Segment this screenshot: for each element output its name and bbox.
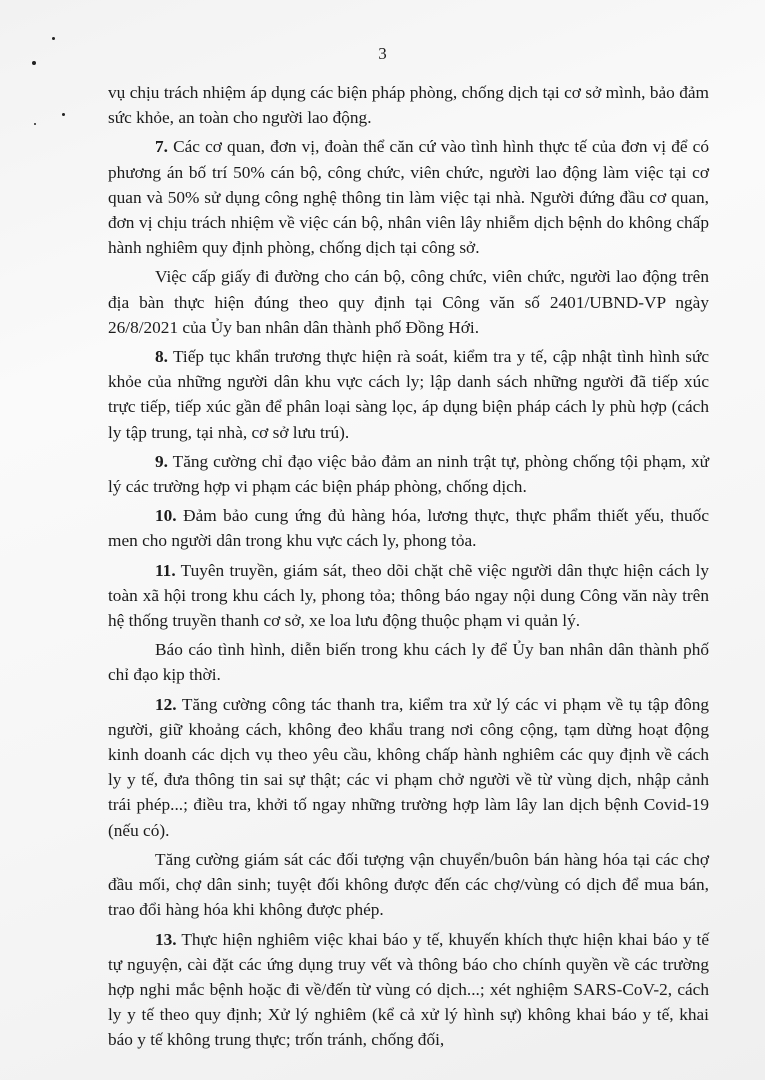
document-body (108, 80, 709, 1057)
paragraph: Báo cáo tình hình, diễn biến trong khu cách ly để Ủy ban nhân dân thành phố chỉ đạo kịp thời. (108, 640, 709, 685)
paragraph-item-12: 12. Tăng cường công tác thanh tra, kiểm tra xử lý các vi phạm về tụ tập đông người, giữ khoảng cách, không đeo khẩu trang nơi công cộng, tạm dừng hoạt động kinh doanh các dịch vụ theo yêu cầu, không chấp hành nghiêm các quy định về cách ly y tế, đưa thông tin sai sự thật; các vi phạm chở người về từ vùng dịch, nhập cảnh trái phép...; điều tra, khởi tố ngay những trường hợp làm lây lan dịch bệnh Covid-19 (nếu có). (108, 694, 709, 840)
paragraph-item-7: 7. Các cơ quan, đơn vị, đoàn thể căn cứ vào tình hình thực tế của đơn vị để có phương án bố trí 50% cán bộ, công chức, viên chức, người lao động làm việc tại cơ quan và 50% sử dụng công nghệ thông tin làm việc tại nhà. Người đứng đầu cơ quan, đơn vị chịu trách nhiệm về việc cán bộ, nhân viên lây nhiễm dịch bệnh do không chấp hành nghiêm quy định phòng, chống dịch tại công sở. (108, 137, 709, 258)
scan-speck (34, 123, 36, 125)
paragraph-item-13: 13. Thực hiện nghiêm việc khai báo y tế, khuyến khích thực hiện khai báo y tế tự nguyện, cài đặt các ứng dụng truy vết và thông báo cho chính quyền về các trường hợp nghi mắc bệnh hoặc đi về/đến từ vùng có dịch...; xét nghiệm SARS-CoV-2, cách ly y tế theo quy định; Xử lý nghiêm (kể cả xử lý hình sự) không khai báo y tế, khai báo y tế không trung thực; trốn tránh, chống đối, (108, 929, 709, 1050)
paragraph: Tăng cường giám sát các đối tượng vận chuyển/buôn bán hàng hóa tại các chợ đầu mối, chợ dân sinh; tuyệt đối không được đến các chợ/vùng có dịch để mua bán, trao đổi hàng hóa khi không được phép. (108, 849, 709, 920)
page-number: 3 (378, 44, 387, 63)
item-number: 11. (155, 560, 176, 580)
scan-speck (52, 37, 55, 40)
paragraph-item-11: 11. Tuyên truyền, giám sát, theo dõi chặt chẽ việc người dân thực hiện cách ly toàn xã hội trong khu cách ly, phong tỏa; thông báo ngay nội dung Công văn này trên hệ thống truyền thanh cơ sở, xe loa lưu động thuộc phạm vi quản lý. (108, 560, 709, 631)
item-number: 13. (155, 929, 177, 949)
item-number: 12. (155, 694, 177, 714)
paragraph-item-9: 9. Tăng cường chỉ đạo việc bảo đảm an ninh trật tự, phòng chống tội phạm, xử lý các trường hợp vi phạm các biện pháp phòng, chống dịch. (108, 451, 709, 497)
scan-speck (62, 113, 65, 116)
paragraph: Việc cấp giấy đi đường cho cán bộ, công chức, viên chức, người lao động trên địa bàn thực hiện đúng theo quy định tại Công văn số 2401/UBND-VP ngày 26/8/2021 của Ủy ban nhân dân thành phố Đồng Hới. (108, 267, 709, 337)
item-number: 7. (155, 137, 168, 157)
item-number: 9. (155, 451, 168, 471)
paragraph-item-8: 8. Tiếp tục khẩn trương thực hiện rà soát, kiểm tra y tế, cập nhật tình hình sức khỏe của những người dân khu vực cách ly; lập danh sách những người đã tiếp xúc trực tiếp, tiếp xúc gần để phân loại sàng lọc, áp dụng biện pháp cách ly phù hợp (cách ly tập trung, tại nhà, cơ sở lưu trú). (108, 347, 709, 442)
item-number: 10. (155, 506, 177, 526)
paragraph-item-10: 10. Đảm bảo cung ứng đủ hàng hóa, lương thực, thực phẩm thiết yếu, thuốc men cho người dân trong khu vực cách ly, phong tỏa. (108, 506, 709, 551)
item-number: 8. (155, 347, 168, 367)
paragraph: vụ chịu trách nhiệm áp dụng các biện pháp phòng, chống dịch tại cơ sở mình, bảo đảm sức khỏe, an toàn cho người lao động. (108, 83, 709, 128)
